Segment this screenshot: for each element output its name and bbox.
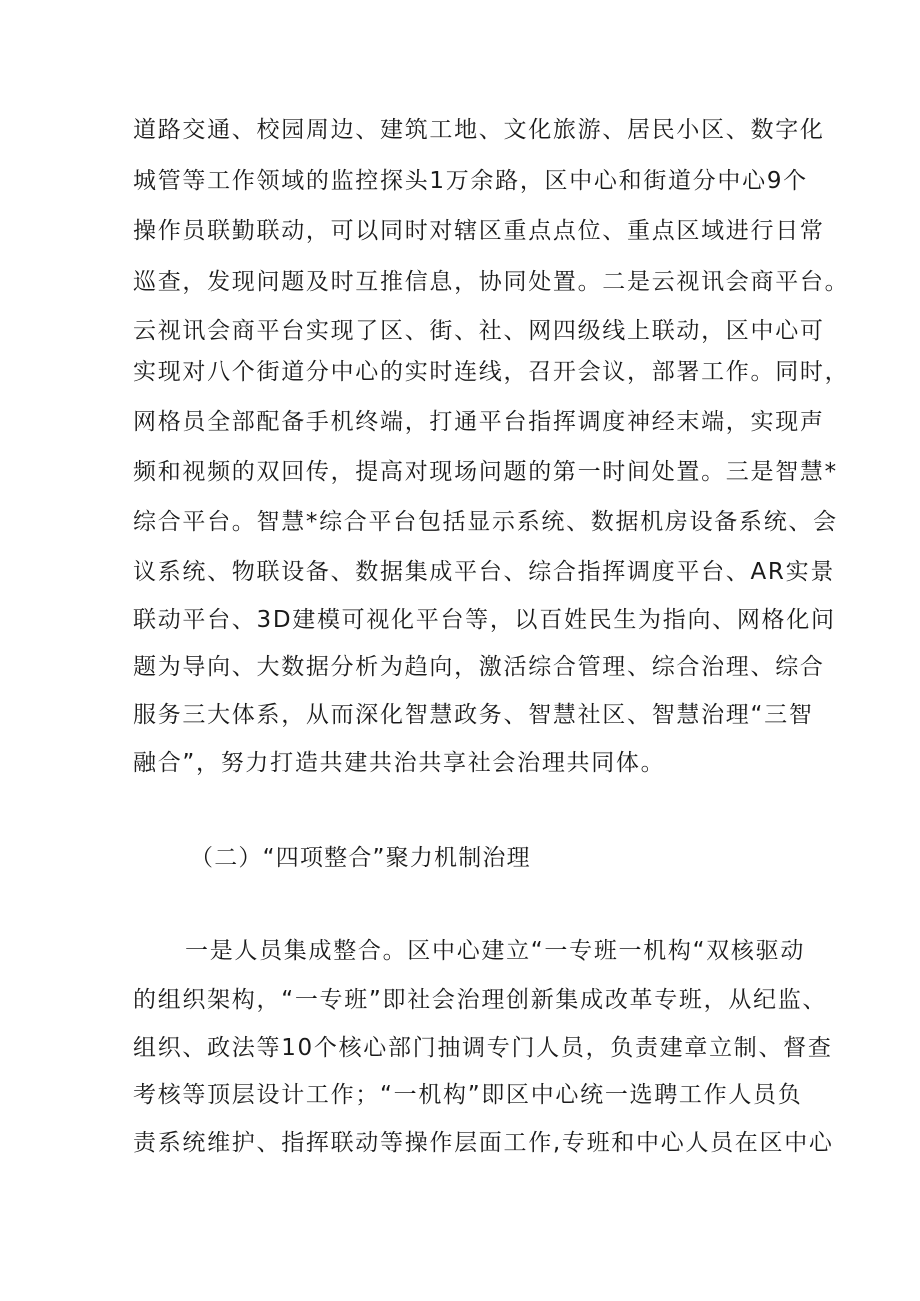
paragraph-line: 频和视频的双回传，提高对现场问题的第一时间处置。三是智慧* [133,459,838,485]
paragraph-line: 的组织架构，“一专班”即社会治理创新集成改革专班，从纪监、 [133,987,828,1013]
paragraph-line: 服务三大体系，从而深化智慧政务、智慧社区、智慧治理“三智 [133,702,814,728]
paragraph-line: 组织、政法等10个核心部门抽调专门人员，负责建章立制、督查 [133,1035,833,1061]
paragraph-line: 云视讯会商平台实现了区、街、社、网四级线上联动，区中心可 [133,318,825,344]
section-heading: （二）“四项整合”聚力机制治理 [190,845,531,871]
paragraph-line: 综合平台。智慧*综合平台包括显示系统、数据机房设备系统、会 [133,509,838,535]
paragraph-line: 网格员全部配备手机终端，打通平台指挥调度神经末端，实现声 [133,409,825,435]
paragraph-line: 题为导向、大数据分析为趋向，激活综合管理、综合治理、综合 [133,654,825,680]
paragraph-line: 巡查，发现问题及时互推信息，协同处置。二是云视讯会商平台。 [133,269,850,295]
paragraph-line: 议系统、物联设备、数据集成平台、综合指挥调度平台、AR实景 [133,559,836,585]
paragraph-line: 责系统维护、指挥联动等操作层面工作,专班和中心人员在区中心 [133,1130,834,1156]
paragraph-line: 操作员联勤联动，可以同时对辖区重点点位、重点区域进行日常 [133,218,825,244]
paragraph-line: 一是人员集成整合。区中心建立“一专班一机构“双核驱动 [185,938,806,964]
paragraph-line: 考核等顶层设计工作；“一机构”即区中心统一选聘工作人员负 [133,1082,803,1108]
paragraph-line: 联动平台、3D建模可视化平台等，以百姓民生为指向、网格化问 [133,607,836,633]
paragraph-line: 城管等工作领域的监控探头1万余路，区中心和街道分中心9个 [133,168,808,194]
paragraph-line: 道路交通、校园周边、建筑工地、文化旅游、居民小区、数字化 [133,117,825,143]
paragraph-line: 实现对八个街道分中心的实时连线，召开会议，部署工作。同时， [133,359,850,385]
paragraph-line: 融合”，努力打造共建共治共享社会治理共同体。 [133,750,666,776]
